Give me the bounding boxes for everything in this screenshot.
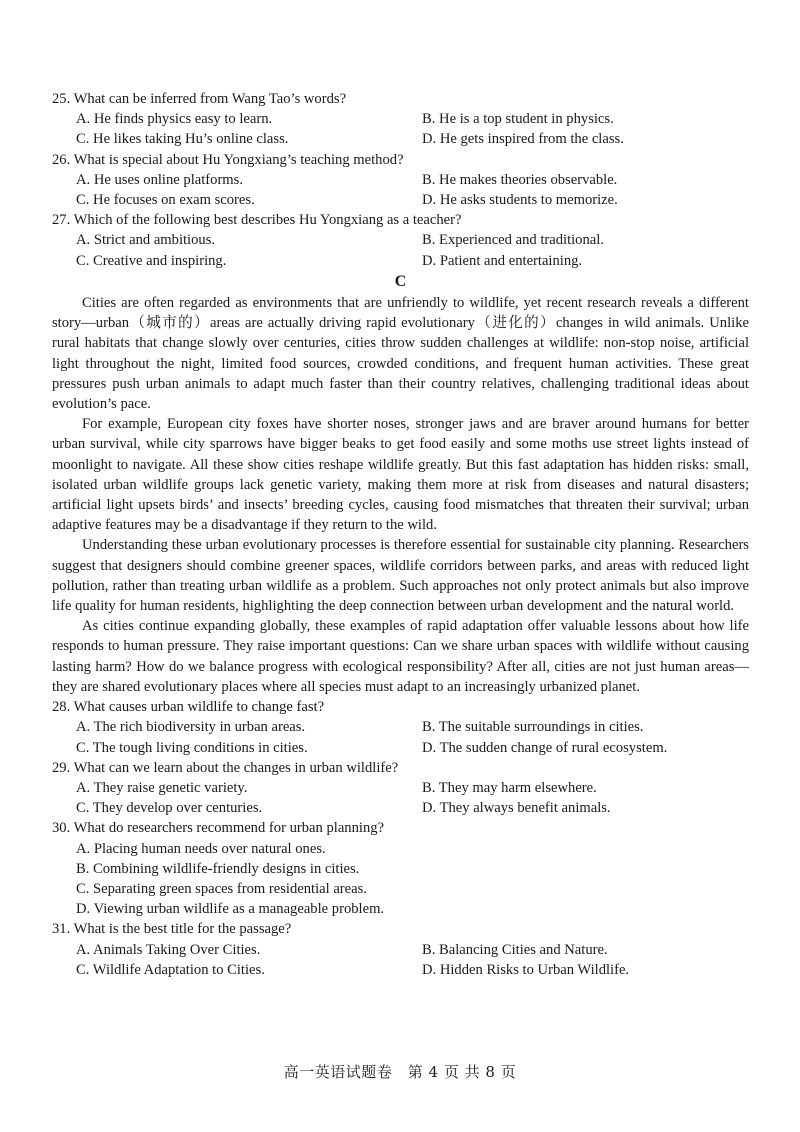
passage-paragraph: For example, European city foxes have shorter noses, stronger jaws and are braver around humans for better urban survival, while city sparrows have bigger beaks to get food easily and some moths use street lights instead of moonlight to navigate. All these show cities reshape wildlife greatly. But this fast adaptation has hidden risks: small, isolated urban wildlife groups lack genetic variety, making them more at risk from diseases and natural disasters; artificial light upsets birds’ and insects’ breeding cycles, causing food mismatches that threaten their survival; urban adaptive features may be a disadvantage if they return to the wild. xyxy=(52,416,749,534)
option-row xyxy=(52,738,749,758)
option-c: C. They develop over centuries. xyxy=(76,800,263,817)
option-c: C. He focuses on exam scores. xyxy=(76,192,255,209)
option-d: D. The sudden change of rural ecosystem. xyxy=(422,739,668,756)
question-26 xyxy=(52,150,749,211)
option-c: C. Wildlife Adaptation to Cities. xyxy=(76,961,265,978)
option-a: A. Animals Taking Over Cities. xyxy=(76,941,261,958)
option-row xyxy=(52,778,749,798)
question-25 xyxy=(52,89,749,150)
question-stem: 30. What do researchers recommend for urban planning? xyxy=(52,820,385,837)
option-b: B. They may harm elsewhere. xyxy=(422,779,597,796)
option-d: D. They always benefit animals. xyxy=(422,800,611,817)
option-b: B. He makes theories observable. xyxy=(422,171,618,188)
option-b: B. Combining wildlife-friendly designs in cities. xyxy=(76,860,360,877)
option-row xyxy=(52,940,749,960)
option-d: D. He asks students to memorize. xyxy=(422,192,618,209)
question-stem: 29. What can we learn about the changes in urban wildlife? xyxy=(52,759,399,776)
option-c: C. Separating green spaces from residential areas. xyxy=(76,880,367,897)
option-c: C. The tough living conditions in cities. xyxy=(76,739,308,756)
option-row xyxy=(52,251,749,271)
option-a: A. He finds physics easy to learn. xyxy=(76,111,273,128)
option-b: B. Experienced and traditional. xyxy=(422,232,604,249)
option-row xyxy=(52,170,749,190)
option-row xyxy=(52,129,749,149)
section-heading: C xyxy=(394,272,407,290)
passage-paragraph: As cities continue expanding globally, these examples of rapid adaptation offer valuable lessons about how life responds to human pressure. They raise important questions: Can we share urban spaces with wildlife without causing lasting harm? How do we balance progress with ecological responsibility? After all, cities are not just human areas—they are shared evolutionary places where all species must adapt to an increasingly urbanized planet. xyxy=(52,618,749,695)
question-stem: 27. Which of the following best describes Hu Yongxiang as a teacher? xyxy=(52,212,462,229)
question-stem: 28. What causes urban wildlife to change fast? xyxy=(52,699,325,716)
option-d: D. Viewing urban wildlife as a manageable problem. xyxy=(76,901,385,918)
option-a: A. He uses online platforms. xyxy=(76,171,243,188)
option-a: A. Strict and ambitious. xyxy=(76,232,216,249)
question-29 xyxy=(52,758,749,819)
question-stem: 25. What can be inferred from Wang Tao’s words? xyxy=(52,91,347,107)
page-footer: 高一英语试题卷 第 4 页 共 8 页 xyxy=(283,1063,517,1081)
question-27 xyxy=(52,210,749,271)
option-d: D. Hidden Risks to Urban Wildlife. xyxy=(422,961,630,978)
option-row xyxy=(52,798,749,818)
option-row xyxy=(52,717,749,737)
option-a: A. The rich biodiversity in urban areas. xyxy=(76,719,306,736)
option-b: B. The suitable surroundings in cities. xyxy=(422,719,644,736)
option-c: C. He likes taking Hu’s online class. xyxy=(76,131,289,148)
option-c: C. Creative and inspiring. xyxy=(76,252,227,269)
option-row xyxy=(52,190,749,210)
question-stem: 26. What is special about Hu Yongxiang’s teaching method? xyxy=(52,151,404,168)
option-d: D. Patient and entertaining. xyxy=(422,252,583,269)
question-30 xyxy=(52,818,749,919)
passage-paragraph: Understanding these urban evolutionary processes is therefore essential for sustainable city planning. Researchers suggest that designers should combine greener spaces, wildlife corridors between parks, and areas with reduced light pollution, rather than treating urban wildlife as a problem. Such approaches not only protect animals but also improve life quality for human residents, highlighting the deep connection between urban development and the natural world. xyxy=(52,537,749,615)
option-b: B. Balancing Cities and Nature. xyxy=(422,941,608,958)
question-31 xyxy=(52,919,749,980)
option-d: D. He gets inspired from the class. xyxy=(422,131,624,148)
question-28 xyxy=(52,697,749,758)
option-b: B. He is a top student in physics. xyxy=(422,111,614,128)
option-row xyxy=(52,230,749,250)
page-content xyxy=(52,89,749,980)
option-a: A. They raise genetic variety. xyxy=(76,779,248,796)
reading-passage xyxy=(52,293,749,697)
question-stem: 31. What is the best title for the passage? xyxy=(52,921,292,938)
option-row xyxy=(52,109,749,129)
option-a: A. Placing human needs over natural ones. xyxy=(76,840,326,857)
option-row xyxy=(52,960,749,980)
passage-paragraph: Cities are often regarded as environments that are unfriendly to wildlife, yet recent research reveals a different story—urban（城市的）areas are actually driving rapid evolutionary（进化的）changes in wild animals. Unlike rural habitats that change slowly over centuries, cities throw sudden challenges at wildlife: non-stop noise, artificial light throughout the night, limited food sources, crowded conditions, and frequent human activities. These great pressures push urban animals to adapt much faster than their country relatives, challenging traditional ideas about evolution’s pace. xyxy=(52,295,749,413)
